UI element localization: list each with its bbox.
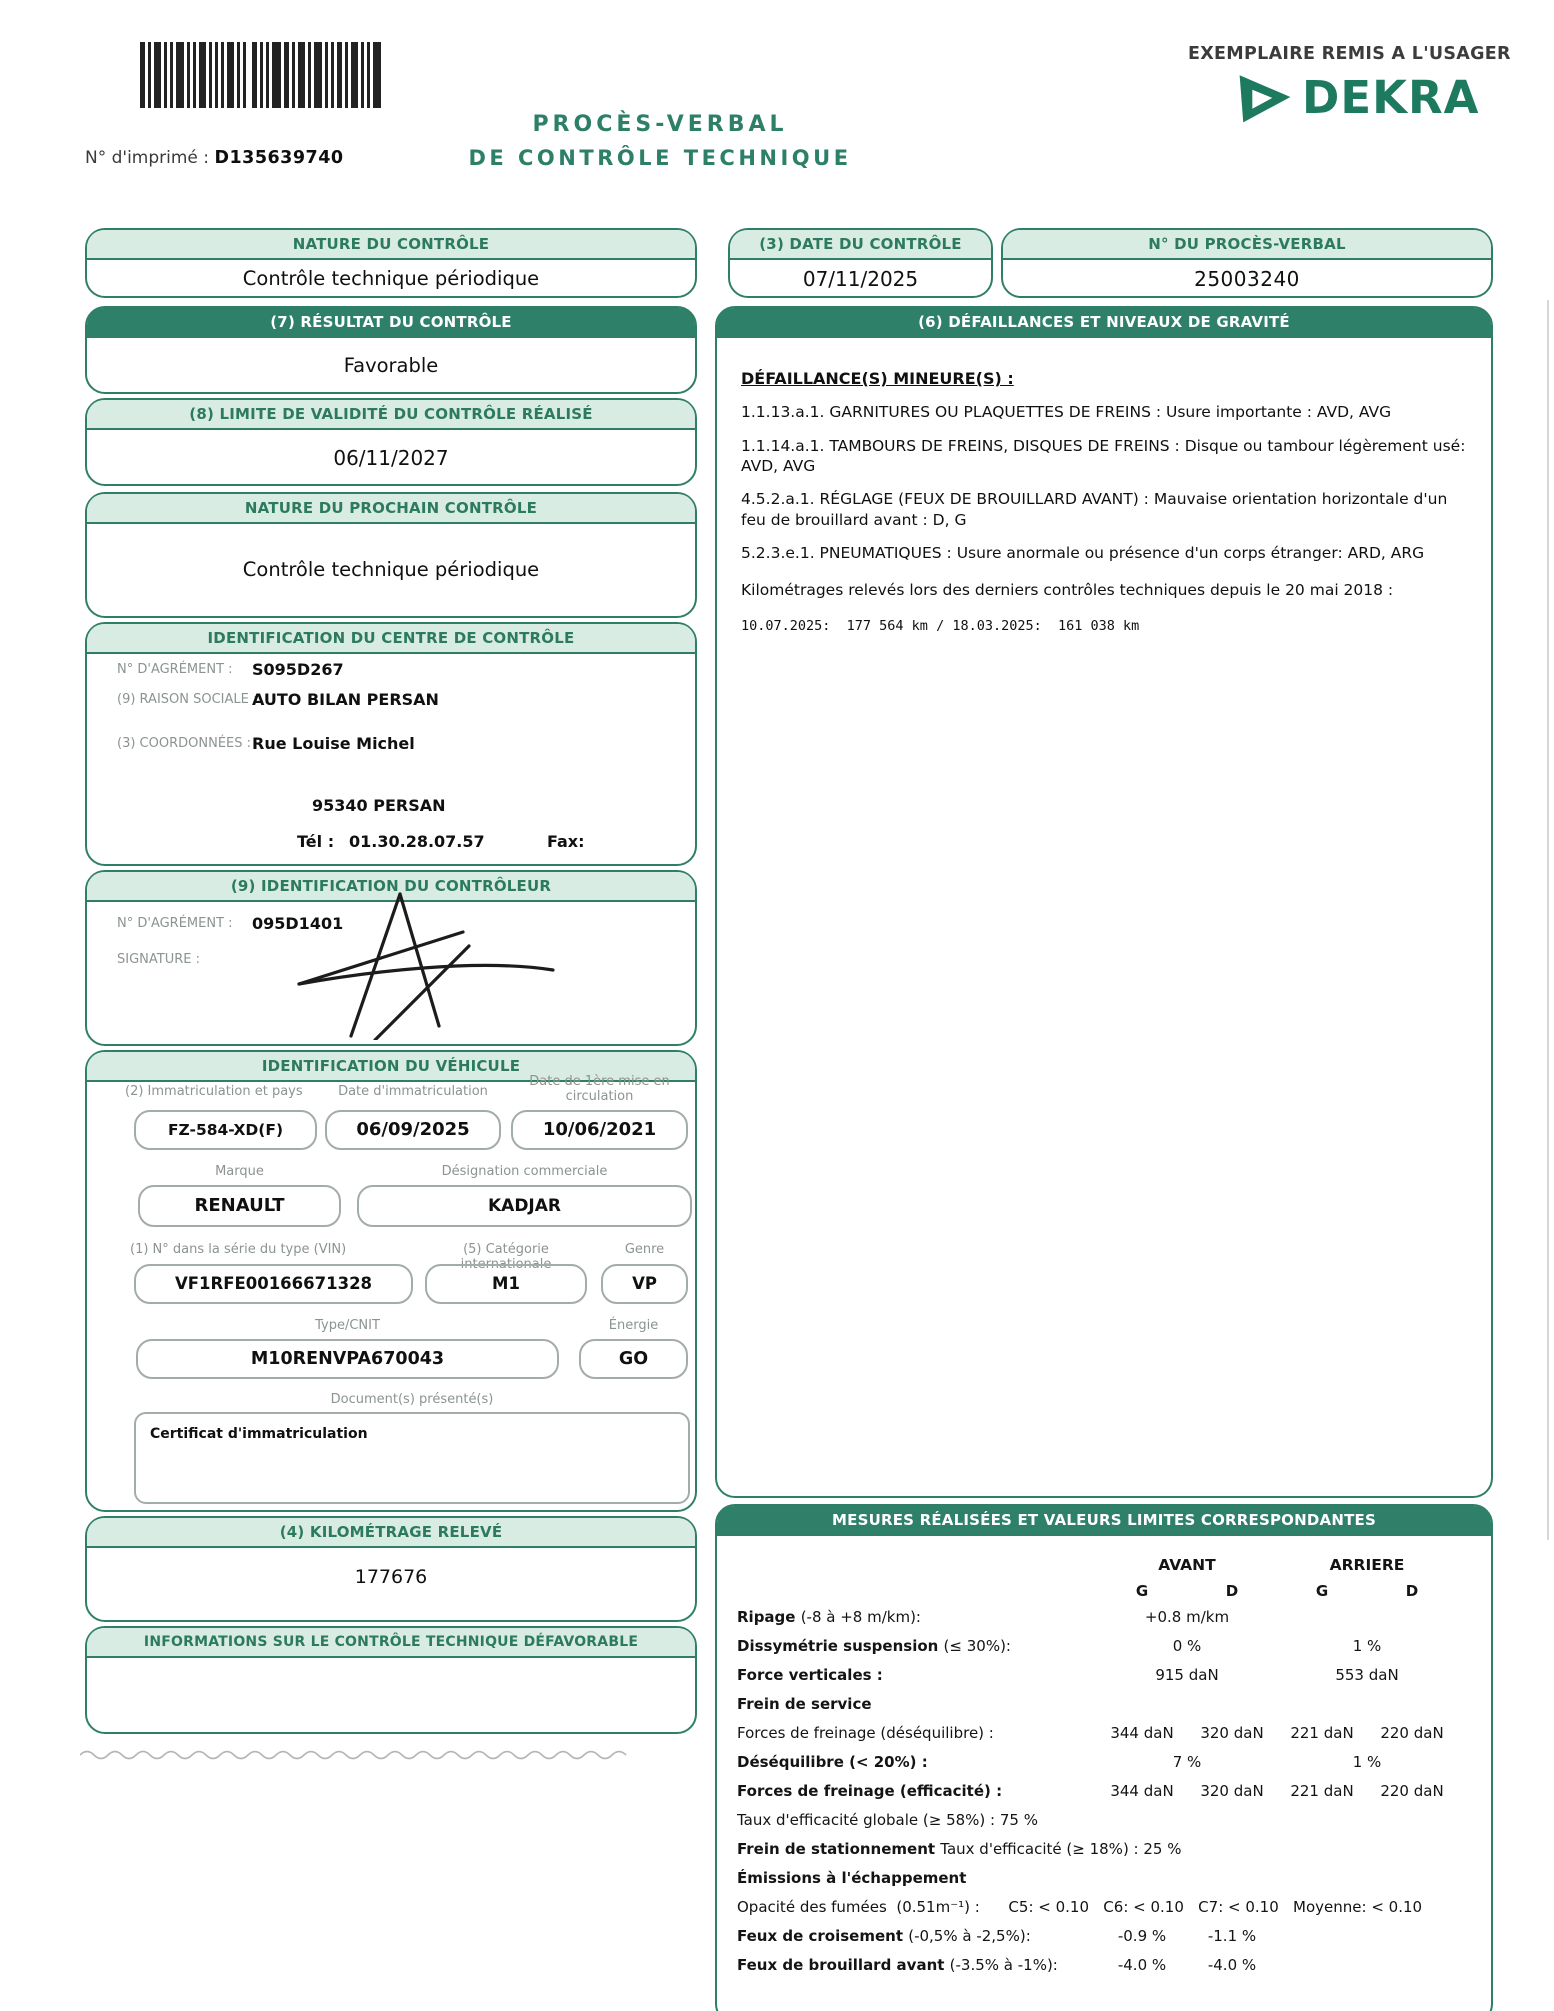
measure-row-frein-stationnement: Frein de stationnement Taux d'efficacité (≥ 18%) : 25 % <box>737 1840 1182 1858</box>
centre-tel-label: Tél : <box>297 832 335 851</box>
centre-raison-value: AUTO BILAN PERSAN <box>252 690 439 709</box>
type-cnit-pill: M10RENVPA670043 <box>136 1339 559 1379</box>
limite-validite-value: 06/11/2027 <box>333 446 449 470</box>
arriere-header: ARRIERE <box>1329 1556 1405 1574</box>
measure-value: +0.8 m/km <box>1144 1608 1230 1626</box>
prochain-controle-box <box>85 492 697 618</box>
measure-row-freinage-efficacite: Forces de freinage (efficacité) : 344 daN 320 daN 221 daN 220 daN <box>737 1782 1475 1811</box>
measure-row-frein-service: Frein de service <box>737 1695 872 1713</box>
prochain-controle-value: Contrôle technique périodique <box>242 558 540 581</box>
documents-box <box>134 1412 690 1504</box>
measure-row-force-verticales: Force verticales : 915 daN 553 daN <box>737 1666 1475 1695</box>
numero-pv-value: 25003240 <box>1194 267 1300 291</box>
measure-row-freinage-desequilibre: Forces de freinage (déséquilibre) : 344 daN 320 daN 221 daN 220 daN <box>737 1724 1475 1753</box>
measure-value: 220 daN <box>1380 1782 1444 1800</box>
date-controle-title: (3) DATE DU CONTRÔLE <box>730 230 991 260</box>
dekra-brand-text: DEKRA <box>1302 70 1480 124</box>
genre-label: Genre <box>624 1242 665 1257</box>
date-immat-label: Date d'immatriculation <box>338 1084 488 1099</box>
measure-value: -4.0 % <box>1117 1956 1167 1974</box>
vin-label: (1) N° dans la série du type (VIN) <box>130 1242 347 1257</box>
measure-value: 221 daN <box>1290 1724 1354 1742</box>
numero-pv-title: N° DU PROCÈS-VERBAL <box>1003 230 1491 260</box>
barcode <box>140 42 385 108</box>
measure-row-desequilibre: Déséquilibre (< 20%) : 7 % 1 % <box>737 1753 1475 1782</box>
genre-pill: VP <box>601 1264 688 1304</box>
categorie-pill: M1 <box>425 1264 587 1304</box>
immat-pill: FZ-584-XD(F) <box>134 1110 317 1150</box>
centre-controle-box <box>85 622 697 866</box>
controleur-agrement-value: 095D1401 <box>252 914 344 933</box>
vin-pill: VF1RFE00166671328 <box>134 1264 413 1304</box>
centre-controle-title: IDENTIFICATION DU CENTRE DE CONTRÔLE <box>87 624 695 654</box>
controleur-agrement-label: N° D'AGRÉMENT : <box>117 916 233 931</box>
measure-row-ripage: Ripage (-8 à +8 m/km): +0.8 m/km <box>737 1608 1475 1637</box>
dekra-logo <box>1236 68 1479 126</box>
resultat-title: (7) RÉSULTAT DU CONTRÔLE <box>87 308 695 338</box>
marque-pill: RENAULT <box>138 1185 341 1227</box>
centre-adresse-value: Rue Louise Michel <box>252 734 415 753</box>
measure-value: 915 daN <box>1155 1666 1219 1684</box>
measure-value: 220 daN <box>1380 1724 1444 1742</box>
vehicule-box <box>85 1050 697 1512</box>
documents-label: Document(s) présenté(s) <box>330 1392 494 1407</box>
mesures-title: MESURES RÉALISÉES ET VALEURS LIMITES CORRESPONDANTES <box>717 1506 1491 1536</box>
measure-value: 1 % <box>1352 1637 1382 1655</box>
g-header: G <box>1135 1582 1149 1600</box>
kilometrage-value: 177676 <box>354 1566 428 1588</box>
km-history-note: Kilométrages relevés lors des derniers contrôles techniques depuis le 20 mai 2018 : <box>741 580 1394 599</box>
centre-ville-value: 95340 PERSAN <box>312 796 446 815</box>
date-circulation-label: Date de 1ère mise en circulation <box>529 1074 670 1104</box>
defect-item: 1.1.14.a.1. TAMBOURS DE FREINS, DISQUES DE FREINS : Disque ou tambour légèrement usé: AVD, AVG <box>741 436 1466 476</box>
energie-pill: GO <box>579 1339 688 1379</box>
print-number-line <box>85 148 344 168</box>
measure-value: -0.9 % <box>1117 1927 1167 1945</box>
nature-controle-box <box>85 228 697 298</box>
centre-coordonnees-label: (3) COORDONNÉES : <box>117 736 252 751</box>
defect-item: 5.2.3.e.1. PNEUMATIQUES : Usure anormale ou présence d'un corps étranger: ARD, ARG <box>741 544 1425 563</box>
categorie-label: (5) Catégorie internationale <box>460 1242 552 1272</box>
document-title <box>425 112 895 170</box>
measure-value: 0 % <box>1172 1637 1202 1655</box>
controleur-box <box>85 870 697 1046</box>
measure-value: -1.1 % <box>1207 1927 1257 1945</box>
kilometrage-title: (4) KILOMÉTRAGE RELEVÉ <box>87 1518 695 1548</box>
title-line2: DE CONTRÔLE TECHNIQUE <box>468 146 852 170</box>
measure-row-opacite: Opacité des fumées (0.51m⁻¹) : C5: < 0.10 C6: < 0.10 C7: < 0.10 Moyenne: < 0.10 <box>737 1898 1423 1916</box>
resultat-value: Favorable <box>343 354 439 377</box>
measure-value: 344 daN <box>1110 1724 1174 1742</box>
scan-edge-line <box>1547 300 1549 1540</box>
measure-row-feux-brouillard: Feux de brouillard avant (-3.5% à -1%): -4.0 % -4.0 % <box>737 1956 1475 1985</box>
measure-value: 320 daN <box>1200 1724 1264 1742</box>
kilometrage-box <box>85 1516 697 1622</box>
defect-item: 4.5.2.a.1. RÉGLAGE (FEUX DE BROUILLARD AVANT) : Mauvaise orientation horizontale d'un feu de brouillard avant : D, G <box>741 490 1448 529</box>
limite-validite-box <box>85 398 697 486</box>
centre-fax-label: Fax: <box>547 832 585 851</box>
date-immat-pill: 06/09/2025 <box>325 1110 501 1150</box>
d-header: D <box>1405 1582 1419 1600</box>
measure-row-feux-croisement: Feux de croisement (-0,5% à -2,5%): -0.9 % -1.1 % <box>737 1927 1475 1956</box>
defect-item: 1.1.13.a.1. GARNITURES OU PLAQUETTES DE FREINS : Usure importante : AVD, AVG <box>741 403 1392 422</box>
nature-controle-value: Contrôle technique périodique <box>242 267 540 290</box>
side-header-row <box>737 1582 1475 1608</box>
defect-severity-heading: DÉFAILLANCE(S) MINEURE(S) : <box>741 369 1014 388</box>
measure-value: 221 daN <box>1290 1782 1354 1800</box>
measure-row-taux-globale: Taux d'efficacité globale (≥ 58%) : 75 % <box>737 1811 1038 1829</box>
date-controle-box <box>728 228 993 298</box>
avant-header: AVANT <box>1158 1556 1216 1574</box>
limite-validite-title: (8) LIMITE DE VALIDITÉ DU CONTRÔLE RÉALISÉ <box>87 400 695 430</box>
controleur-signature-label: SIGNATURE : <box>117 952 200 967</box>
type-cnit-label: Type/CNIT <box>315 1318 380 1333</box>
measure-value: 553 daN <box>1335 1666 1399 1684</box>
mesures-box <box>715 1504 1493 2011</box>
title-line1: PROCÈS-VERBAL <box>532 112 788 137</box>
controller-signature <box>287 888 567 1040</box>
measure-value: 344 daN <box>1110 1782 1174 1800</box>
infos-defavorable-title: INFORMATIONS SUR LE CONTRÔLE TECHNIQUE DÉFAVORABLE <box>87 1628 695 1658</box>
immat-label: (2) Immatriculation et pays <box>125 1084 303 1099</box>
designation-pill: KADJAR <box>357 1185 692 1227</box>
numero-pv-box <box>1001 228 1493 298</box>
marque-label: Marque <box>215 1164 264 1179</box>
date-circulation-pill: 10/06/2021 <box>511 1110 688 1150</box>
dekra-arrow-icon <box>1236 68 1294 126</box>
energie-label: Énergie <box>608 1318 659 1333</box>
centre-agrement-label: N° D'AGRÉMENT : <box>117 662 233 677</box>
km-history-values: 10.07.2025: 177 564 km / 18.03.2025: 161 038 km <box>741 618 1140 635</box>
prochain-controle-title: NATURE DU PROCHAIN CONTRÔLE <box>87 494 695 524</box>
centre-agrement-value: S095D267 <box>252 660 344 679</box>
centre-tel-value: 01.30.28.07.57 <box>349 832 485 851</box>
axle-header-row <box>737 1556 1475 1582</box>
date-controle-value: 07/11/2025 <box>802 267 919 291</box>
tear-line <box>80 1747 642 1761</box>
nature-controle-title: NATURE DU CONTRÔLE <box>87 230 695 260</box>
measure-value: 320 daN <box>1200 1782 1264 1800</box>
measure-row-dissymetrie: Dissymétrie suspension (≤ 30%): 0 % 1 % <box>737 1637 1475 1666</box>
resultat-box <box>85 306 697 394</box>
controleur-title: (9) IDENTIFICATION DU CONTRÔLEUR <box>87 872 695 902</box>
measure-value: 7 % <box>1172 1753 1202 1771</box>
measure-value: -4.0 % <box>1207 1956 1257 1974</box>
designation-label: Désignation commerciale <box>441 1164 608 1179</box>
copy-notice: EXEMPLAIRE REMIS A L'USAGER <box>1188 44 1511 64</box>
infos-defavorable-box <box>85 1626 697 1734</box>
g-header: G <box>1315 1582 1329 1600</box>
print-number-label: N° d'imprimé : <box>85 148 210 168</box>
measure-row-emissions: Émissions à l'échappement <box>737 1869 967 1887</box>
documents-value: Certificat d'immatriculation <box>150 1426 368 1442</box>
measure-value: 1 % <box>1352 1753 1382 1771</box>
print-number-value: D135639740 <box>214 148 344 168</box>
d-header: D <box>1225 1582 1239 1600</box>
vehicule-title: IDENTIFICATION DU VÉHICULE <box>87 1052 695 1082</box>
defaillances-title: (6) DÉFAILLANCES ET NIVEAUX DE GRAVITÉ <box>717 308 1491 338</box>
defaillances-box <box>715 306 1493 1498</box>
centre-raison-label: (9) RAISON SOCIALE : <box>117 692 258 707</box>
